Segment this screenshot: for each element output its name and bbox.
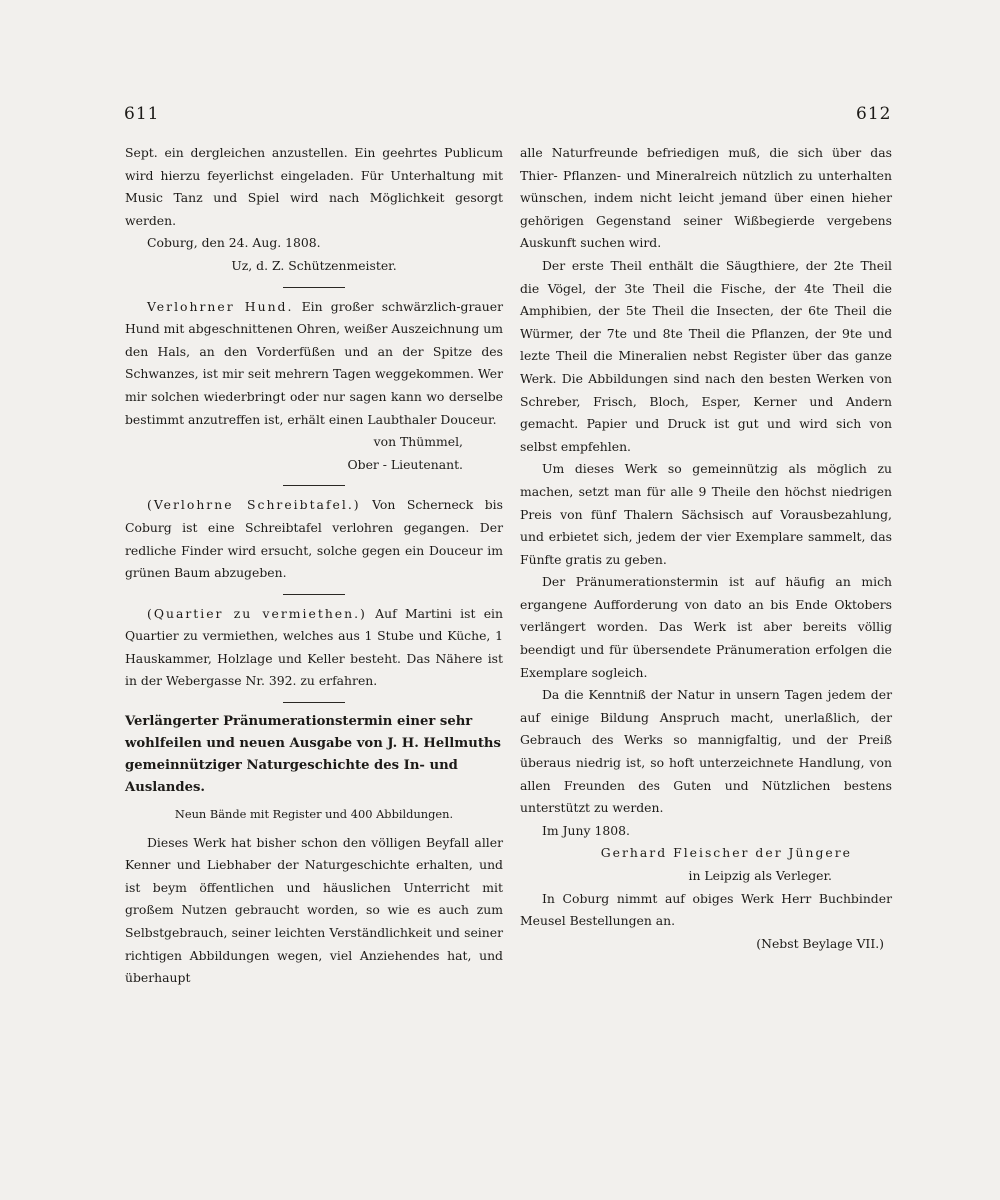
advertisement-body: Dieses Werk hat bisher schon den völligen Beyfall aller Kenner und Liebhaber der Naturgeschichte erhalten, und ist beym öffentlichen und häuslichen Unterricht mit großem Nutzen gebraucht worden, so wie es auch zum Selbstgebrauch, seiner leichten Verständlichkeit und seiner richtigen Abbildungen wegen, viel Anziehendes hat, und überhaupt bbox=[125, 834, 503, 986]
signature: in Leipzig als Verleger. bbox=[688, 868, 832, 883]
notice-body: Auf Martini ist ein Quartier zu vermiethen, welches aus 1 Stube und Küche, 1 Hauskammer, Holzlage und Keller besteht. Das Nähere ist in der Webergasse Nr. 392. zu erfahren. bbox=[125, 605, 503, 689]
advertisement-heading: Verlängerter Pränumerationstermin einer sehr wohlfeilen und neuen Ausgabe von J. H. Hellmuths gemeinnütziger Naturgeschichte des In- und Auslandes. bbox=[125, 714, 501, 796]
supplement-note: (Nebst Beylage VII.) bbox=[756, 935, 884, 951]
advertisement-subheading: Neun Bände mit Register und 400 Abbildungen. bbox=[174, 807, 454, 822]
page-number-left: 611 bbox=[124, 104, 160, 124]
page-number-right: 612 bbox=[856, 104, 892, 124]
divider bbox=[283, 287, 345, 288]
right-column bbox=[520, 142, 892, 955]
advertisement-body: Der erste Theil enthält die Säugthiere, der 2te Theil die Vögel, der 3te Theil die Fische, der 4te Theil die Amphibien, der 5te Theil die Insecten, der 6te Theil die Würmer, der 7te und 8te Theil die Pflanzen, der 9te und lezte Theil die Mineralien nebst Register über das ganze Werk. Die Abbildungen sind nach den besten Werken von Schreber, Frisch, Bloch, Esper, Kerner und Andern gemacht. Papier und Druck ist gut und wird sich von selbst empfehlen. bbox=[520, 257, 892, 454]
notice-title: (Verlohrne Schreibtafel.) bbox=[147, 497, 361, 513]
lost-writing-tablet-notice bbox=[125, 494, 503, 584]
signature: Ober - Lieutenant. bbox=[347, 456, 463, 472]
advertisement-body: In Coburg nimmt auf obiges Werk Herr Buchbinder Meusel Bestellungen an. bbox=[520, 890, 892, 929]
advertisement-body: Da die Kenntniß der Natur in unsern Tagen jedem der auf einige Bildung Anspruch macht, unerlaßlich, der Gebrauch des Werks so mannigfaltig, und der Preiß überaus niedrig ist, so hoft unterzeichnete Handlung, von allen Freunden des Guten und Nützlichen bestens unterstützt zu werden. bbox=[520, 687, 892, 816]
divider bbox=[283, 702, 345, 703]
divider bbox=[283, 594, 345, 595]
advertisement-body: alle Naturfreunde befriedigen muß, die sich über das Thier- Pflanzen- und Mineralreich nützlich zu unterhalten wünschen, indem nicht leicht jemand über einen hieher gehörigen Gegenstand seiner Wißbegierde vergebens Auskunft suchen wird. bbox=[520, 145, 892, 251]
notice-title: (Quartier zu vermiethen.) bbox=[147, 605, 367, 621]
notice-body: Ein großer schwärzlich-grauer Hund mit abgeschnittenen Ohren, weißer Auszeichnung um den Hals, an den Vorderfüßen und an der Spitze des Schwanzes, ist mir seit mehrern Tagen weggekommen. Wer mir solchen wiederbringt oder nur sagen kann wo derselbe bestimmt anzutreffen ist, erhält einen Laubthaler Douceur. bbox=[125, 298, 503, 427]
advertisement-body: Um dieses Werk so gemeinnützig als möglich zu machen, setzt man für alle 9 Theile den höchst niedrigen Preis von fünf Thalern Sächsisch auf Vorausbezahlung, und erbietet sich, jedem der vier Exemplare sammelt, das Fünfte gratis zu geben. bbox=[520, 461, 892, 567]
dateline: Coburg, den 24. Aug. 1808. bbox=[147, 235, 321, 251]
lost-dog-notice bbox=[125, 296, 503, 432]
advertisement-body: Der Pränumerationstermin ist auf häufig an mich ergangene Aufforderung von dato an bis Ende Oktobers verlängert worden. Das Werk ist aber bereits völlig beendigt und für übersendete Pränumeration erfolgen die Exemplare sogleich. bbox=[520, 574, 892, 680]
notice-body: Von Scherneck bis Coburg ist eine Schreibtafel verlohren gegangen. Der redliche Finder wird ersucht, solche gegen ein Douceur im grünen Baum abzugeben. bbox=[125, 497, 503, 581]
divider bbox=[283, 485, 345, 486]
signature: von Thümmel, bbox=[373, 434, 463, 450]
dateline: Im Juny 1808. bbox=[542, 822, 630, 838]
lodging-notice bbox=[125, 603, 503, 693]
notice-title: Verlohrner Hund. bbox=[147, 298, 294, 314]
festival-notice: Sept. ein dergleichen anzustellen. Ein geehrtes Publicum wird hierzu feyerlichst eingeladen. Für Unterhaltung mit Music Tanz und Spiel wird nach Möglichkeit gesorgt werden. bbox=[125, 145, 503, 228]
signature: Gerhard Fleischer der Jüngere bbox=[600, 845, 852, 861]
left-column bbox=[125, 142, 503, 990]
signature: Uz, d. Z. Schützenmeister. bbox=[231, 257, 397, 273]
